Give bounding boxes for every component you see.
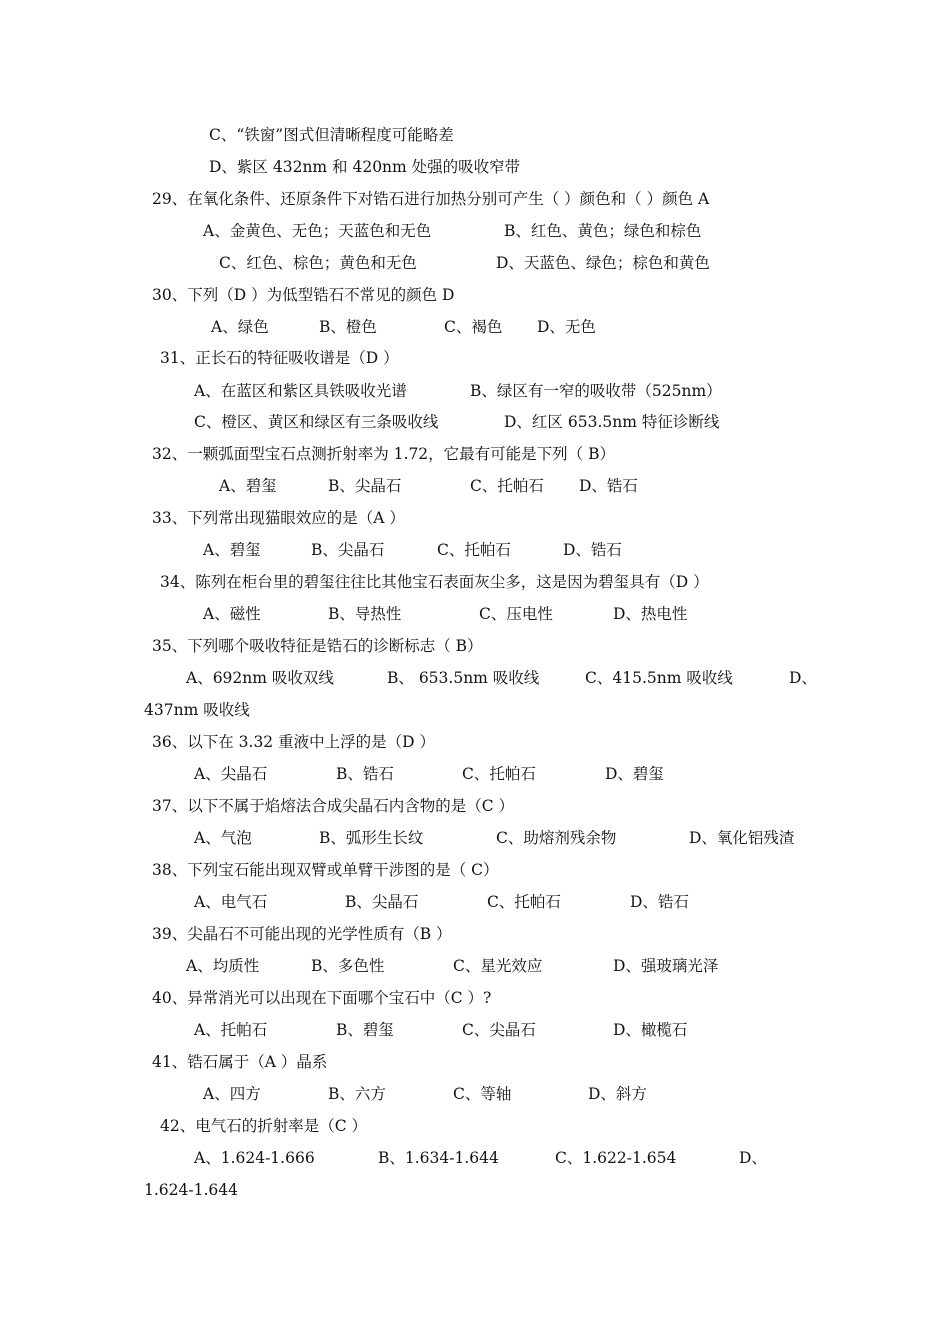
option: B、尖晶石 (345, 893, 419, 911)
question-stem: 33、下列常出现猫眼效应的是（A ） (152, 509, 405, 527)
option: C、压电性 (479, 605, 553, 623)
option-line-c: C、“铁窗”图式但清晰程度可能略差 (209, 126, 454, 144)
question-stem: 39、尖晶石不可能出现的光学性质有（B ） (152, 925, 452, 943)
option: C、星光效应 (453, 957, 543, 975)
option: A、四方 (203, 1085, 261, 1103)
option: A、电气石 (194, 893, 268, 911)
option: A、金黄色、无色；天蓝色和无色 (203, 222, 432, 240)
option: D、斜方 (588, 1085, 647, 1103)
option: B、橙色 (319, 318, 377, 336)
option: B、锆石 (336, 765, 394, 783)
option: A、在蓝区和紫区具铁吸收光谱 (194, 382, 407, 400)
question-stem: 40、异常消光可以出现在下面哪个宝石中（C ）? (152, 989, 492, 1007)
question-stem: 37、以下不属于焰熔法合成尖晶石内含物的是（C ） (152, 797, 515, 815)
option: A、692nm 吸收双线 (186, 669, 334, 687)
option: C、415.5nm 吸收线 (585, 669, 733, 687)
option: D、氧化铝残渣 (689, 829, 795, 847)
option: B、六方 (328, 1085, 386, 1103)
question-stem: 38、下列宝石能出现双臂或单臂干涉图的是（ C） (152, 861, 499, 879)
option: A、碧玺 (203, 541, 261, 559)
question-stem: 29、在氧化条件、还原条件下对锆石进行加热分别可产生（ ）颜色和（ ）颜色 A (152, 190, 710, 208)
option: A、均质性 (186, 957, 260, 975)
option: C、托帕石 (487, 893, 561, 911)
option: B、1.634-1.644 (378, 1149, 499, 1167)
option: A、磁性 (203, 605, 261, 623)
option: A、尖晶石 (194, 765, 268, 783)
option: D、天蓝色、绿色；棕色和黄色 (496, 254, 710, 272)
option: B、红色、黄色；绿色和棕色 (504, 222, 702, 240)
question-stem: 31、正长石的特征吸收谱是（D ） (160, 349, 399, 367)
option: C、褐色 (444, 318, 503, 336)
option: C、1.622-1.654 (555, 1149, 677, 1167)
option: A、绿色 (211, 318, 269, 336)
option: D、锆石 (630, 893, 689, 911)
option: C、红色、棕色；黄色和无色 (219, 254, 417, 272)
option: B、尖晶石 (328, 477, 402, 495)
option: C、等轴 (453, 1085, 512, 1103)
option: A、1.624-1.666 (194, 1149, 315, 1167)
option: C、助熔剂残余物 (496, 829, 617, 847)
option: D、锆石 (563, 541, 622, 559)
question-stem: 36、以下在 3.32 重液中上浮的是（D ） (152, 733, 435, 751)
option: B、绿区有一窄的吸收带（525nm） (470, 382, 722, 400)
option: B、多色性 (311, 957, 385, 975)
option: B、碧玺 (336, 1021, 394, 1039)
option: A、气泡 (194, 829, 252, 847)
question-stem: 35、下列哪个吸收特征是锆石的诊断标志（ B） (152, 637, 483, 655)
option: C、托帕石 (470, 477, 544, 495)
option: A、托帕石 (194, 1021, 268, 1039)
question-stem: 34、陈列在柜台里的碧玺往往比其他宝石表面灰尘多，这是因为碧玺具有（D ） (160, 573, 709, 591)
option: D、锆石 (579, 477, 638, 495)
option: D、橄榄石 (613, 1021, 688, 1039)
option-continuation: 1.624-1.644 (144, 1181, 238, 1199)
question-stem: 32、一颗弧面型宝石点测折射率为 1.72，它最有可能是下列（ B） (152, 445, 615, 463)
option: B、导热性 (328, 605, 402, 623)
option: D、 (739, 1149, 767, 1167)
option: D、红区 653.5nm 特征诊断线 (504, 413, 720, 431)
option: B、尖晶石 (311, 541, 385, 559)
question-stem: 42、电气石的折射率是（C ） (160, 1117, 368, 1135)
option: D、 (789, 669, 817, 687)
question-stem: 41、锆石属于（A ）晶系 (152, 1053, 328, 1071)
option: D、热电性 (613, 605, 688, 623)
option: B、弧形生长纹 (319, 829, 424, 847)
option: A、碧玺 (219, 477, 277, 495)
option: C、尖晶石 (462, 1021, 536, 1039)
option: C、橙区、黄区和绿区有三条吸收线 (194, 413, 439, 431)
option: B、 653.5nm 吸收线 (387, 669, 540, 687)
option: C、托帕石 (462, 765, 536, 783)
question-stem: 30、下列（D ）为低型锆石不常见的颜色 D (152, 286, 455, 304)
option-continuation: 437nm 吸收线 (144, 701, 250, 719)
option: C、托帕石 (437, 541, 511, 559)
option: D、无色 (537, 318, 596, 336)
option-line-d: D、紫区 432nm 和 420nm 处强的吸收窄带 (209, 158, 521, 176)
option: D、强玻璃光泽 (613, 957, 719, 975)
option: D、碧玺 (605, 765, 664, 783)
